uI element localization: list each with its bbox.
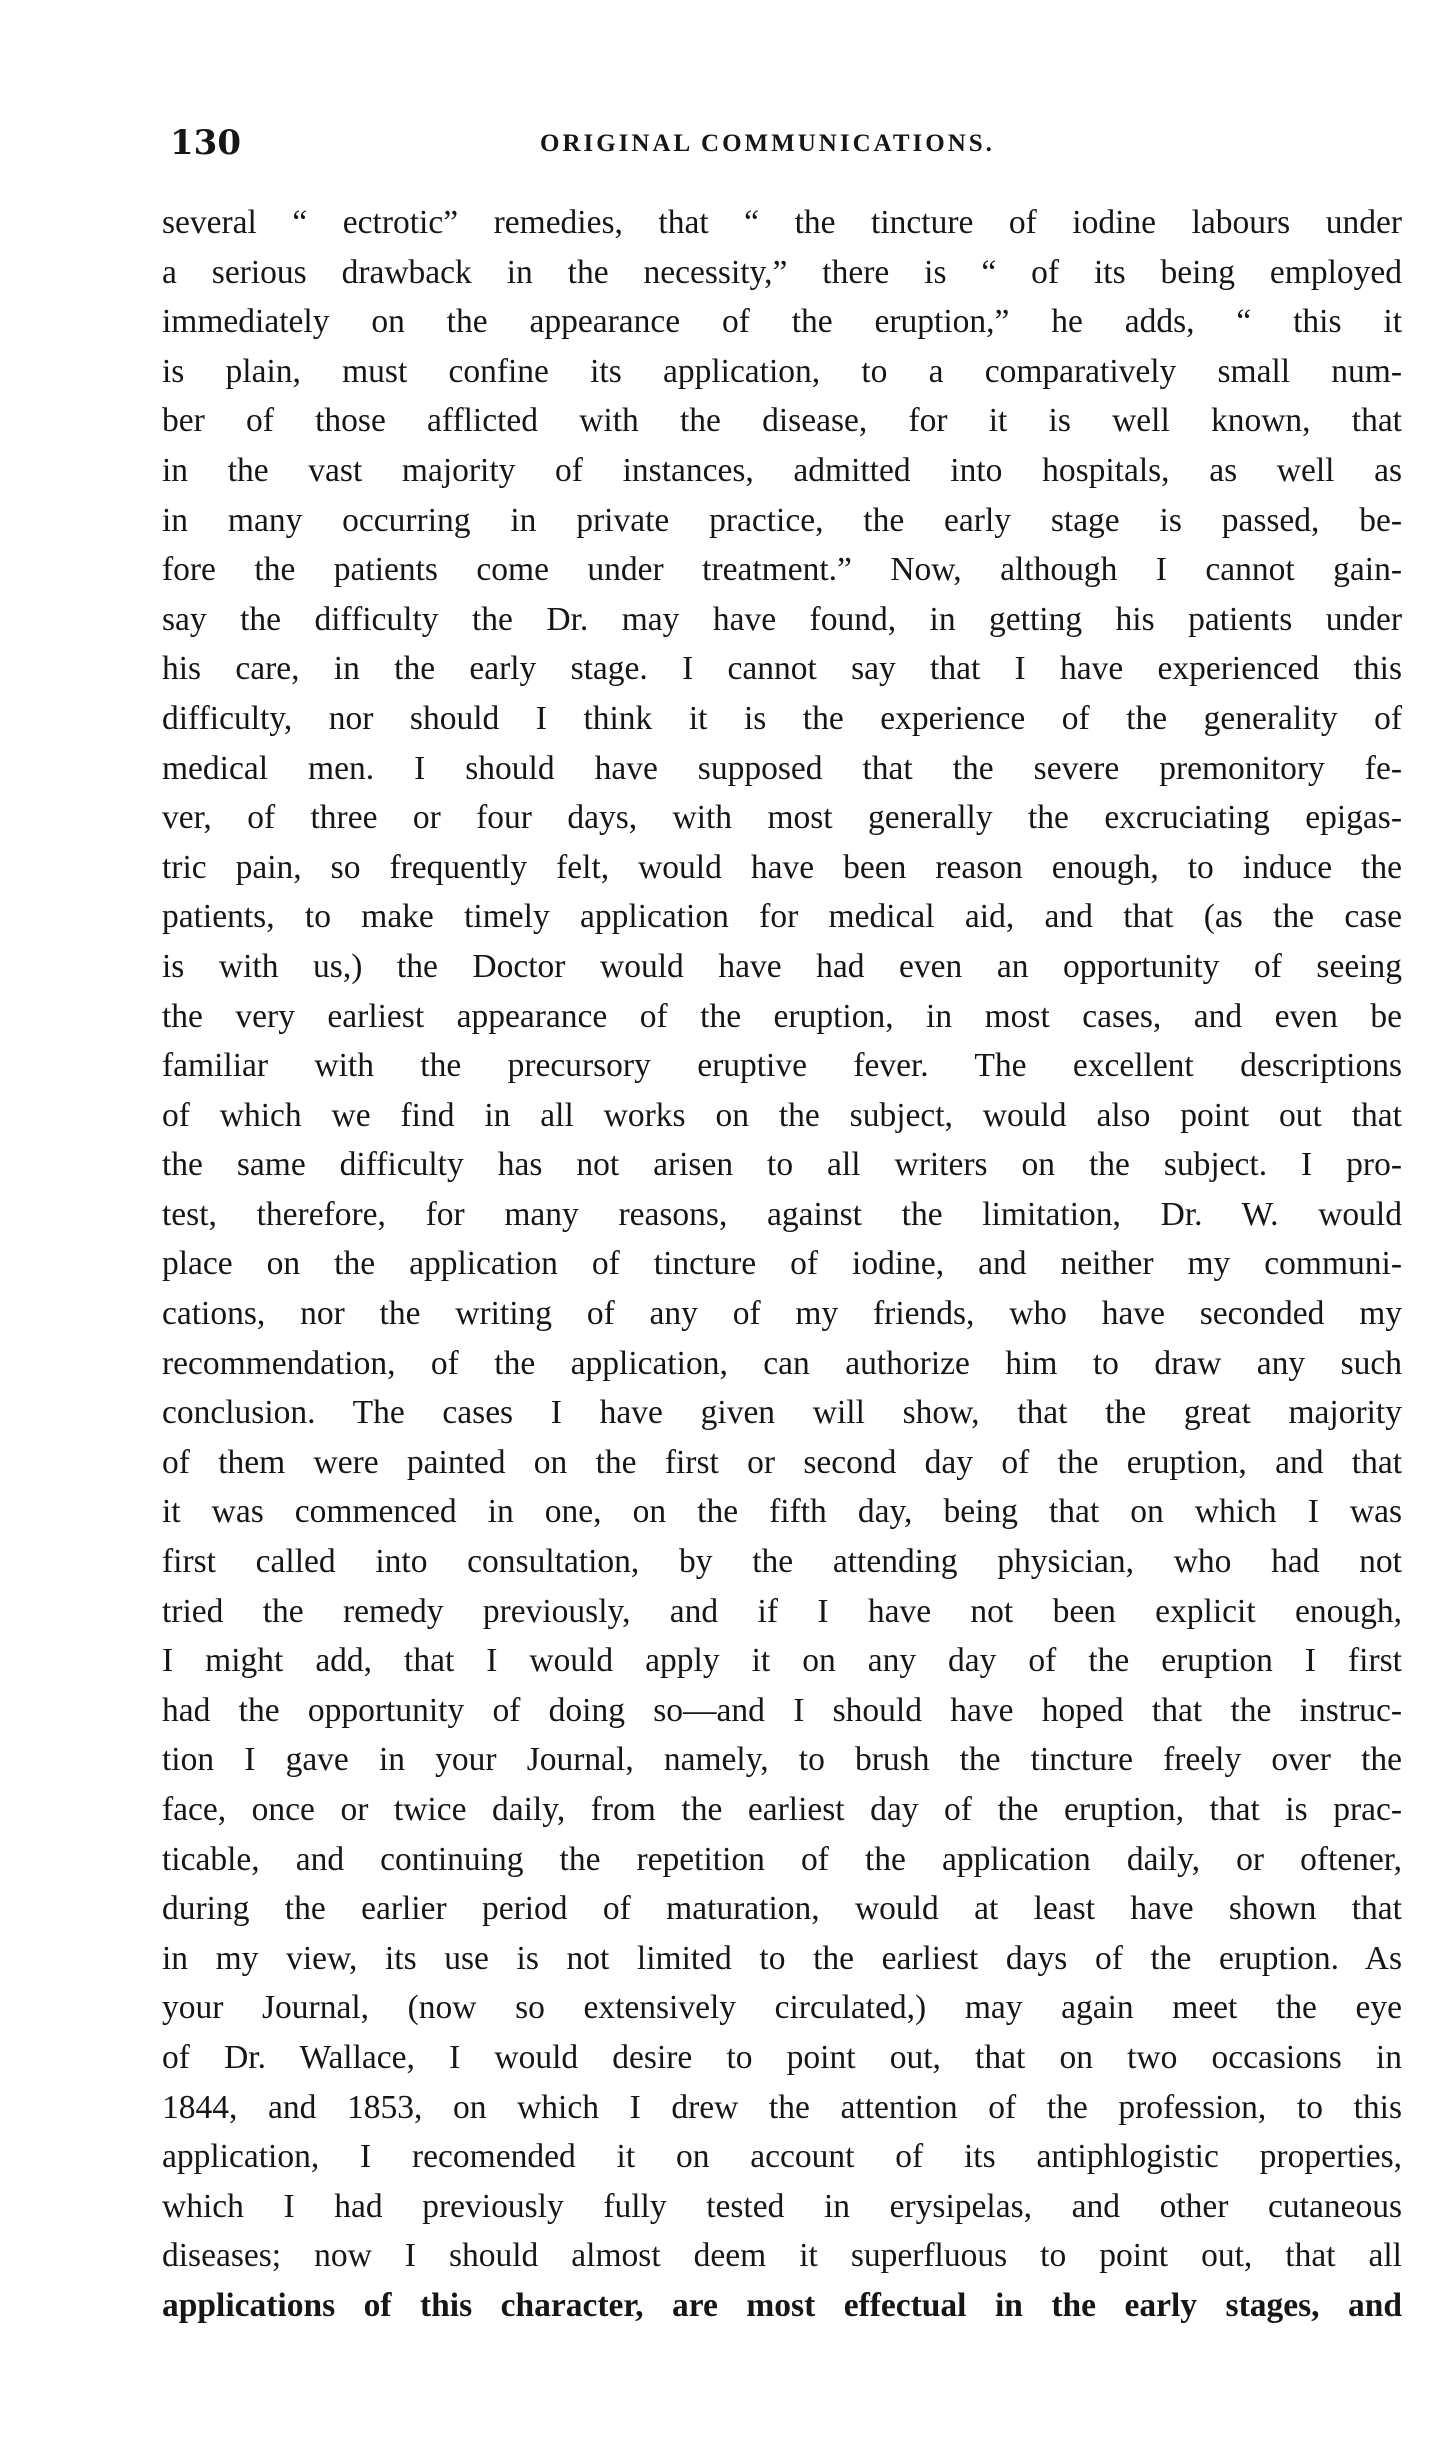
text-line: several “ ectrotic” remedies, that “ the tincture of iodine labours under: [162, 204, 1402, 241]
text-line: 1844, and 1853, on which I drew the attention of the profession, to this: [162, 2088, 1402, 2126]
text-line: a serious drawback in the necessity,” there is “ of its being employed: [162, 253, 1402, 291]
text-line: recommendation, of the application, can authorize him to draw any such: [162, 1344, 1402, 1382]
text-line: ticable, and continuing the repetition of the application daily, or oftener,: [162, 1840, 1402, 1878]
body-text: [162, 198, 1402, 2331]
text-line: applications of this character, are most effectual in the early stages, and: [162, 2286, 1402, 2324]
text-line: immediately on the appearance of the eruption,” he adds, “ this it: [162, 303, 1402, 341]
text-line: I might add, that I would apply it on any day of the eruption I first: [162, 1642, 1402, 1680]
text-line: in my view, its use is not limited to the earliest days of the eruption. As: [162, 1939, 1402, 1977]
text-line: of them were painted on the first or second day of the eruption, and that: [162, 1443, 1402, 1481]
page-header: [170, 118, 1410, 168]
text-line: first called into consultation, by the attending physician, who had not: [162, 1543, 1402, 1581]
page-number: 130: [170, 123, 241, 163]
text-line: tried the remedy previously, and if I have not been explicit enough,: [162, 1592, 1402, 1630]
text-line: medical men. I should have supposed that the severe premonitory fe-: [162, 749, 1402, 787]
text-line: in many occurring in private practice, the early stage is passed, be-: [162, 501, 1402, 539]
text-line: test, therefore, for many reasons, against the limitation, Dr. W. would: [162, 1195, 1402, 1233]
text-line: place on the application of tincture of iodine, and neither my communi-: [162, 1245, 1402, 1283]
text-line: in the vast majority of instances, admitted into hospitals, as well as: [162, 451, 1402, 489]
text-line: patients, to make timely application for medical aid, and that (as the case: [162, 898, 1402, 936]
text-line: the same difficulty has not arisen to all writers on the subject. I pro-: [162, 1146, 1402, 1184]
running-head: ORIGINAL COMMUNICATIONS.: [540, 130, 995, 157]
text-line: say the difficulty the Dr. may have found, in getting his patients under: [162, 600, 1402, 638]
text-line: cations, nor the writing of any of my friends, who have seconded my: [162, 1295, 1402, 1333]
text-line: fore the patients come under treatment.” Now, although I cannot gain-: [162, 551, 1402, 589]
text-line: familiar with the precursory eruptive fever. The excellent descriptions: [162, 1047, 1402, 1085]
text-line: face, once or twice daily, from the earliest day of the eruption, that is prac-: [162, 1791, 1402, 1828]
text-line: your Journal, (now so extensively circulated,) may again meet the eye: [162, 1989, 1402, 2027]
text-line: is plain, must confine its application, to a comparatively small num-: [162, 352, 1402, 390]
text-line: diseases; now I should almost deem it superfluous to point out, that all: [162, 2237, 1402, 2275]
text-line: conclusion. The cases I have given will show, that the great majority: [162, 1394, 1402, 1432]
text-line: his care, in the early stage. I cannot say that I have experienced this: [162, 650, 1402, 688]
text-line: tion I gave in your Journal, namely, to brush the tincture freely over the: [162, 1741, 1402, 1779]
text-line: which I had previously fully tested in erysipelas, and other cutaneous: [162, 2187, 1402, 2225]
text-line: tric pain, so frequently felt, would have been reason enough, to induce the: [162, 848, 1402, 886]
text-line: it was commenced in one, on the fifth day, being that on which I was: [162, 1493, 1402, 1531]
text-line: of Dr. Wallace, I would desire to point out, that on two occasions in: [162, 2038, 1402, 2076]
text-line: during the earlier period of maturation, would at least have shown that: [162, 1890, 1402, 1928]
text-line: application, I recomended it on account of its antiphlogistic properties,: [162, 2138, 1402, 2176]
text-line: the very earliest appearance of the eruption, in most cases, and even be: [162, 997, 1402, 1035]
text-line: ver, of three or four days, with most generally the excruciating epigas-: [162, 799, 1402, 837]
text-line: had the opportunity of doing so—and I should have hoped that the instruc-: [162, 1691, 1402, 1729]
text-line: is with us,) the Doctor would have had even an opportunity of seeing: [162, 947, 1402, 985]
text-line: difficulty, nor should I think it is the experience of the generality of: [162, 699, 1402, 737]
text-line: ber of those afflicted with the disease, for it is well known, that: [162, 402, 1402, 440]
text-line: of which we find in all works on the subject, would also point out that: [162, 1096, 1402, 1134]
